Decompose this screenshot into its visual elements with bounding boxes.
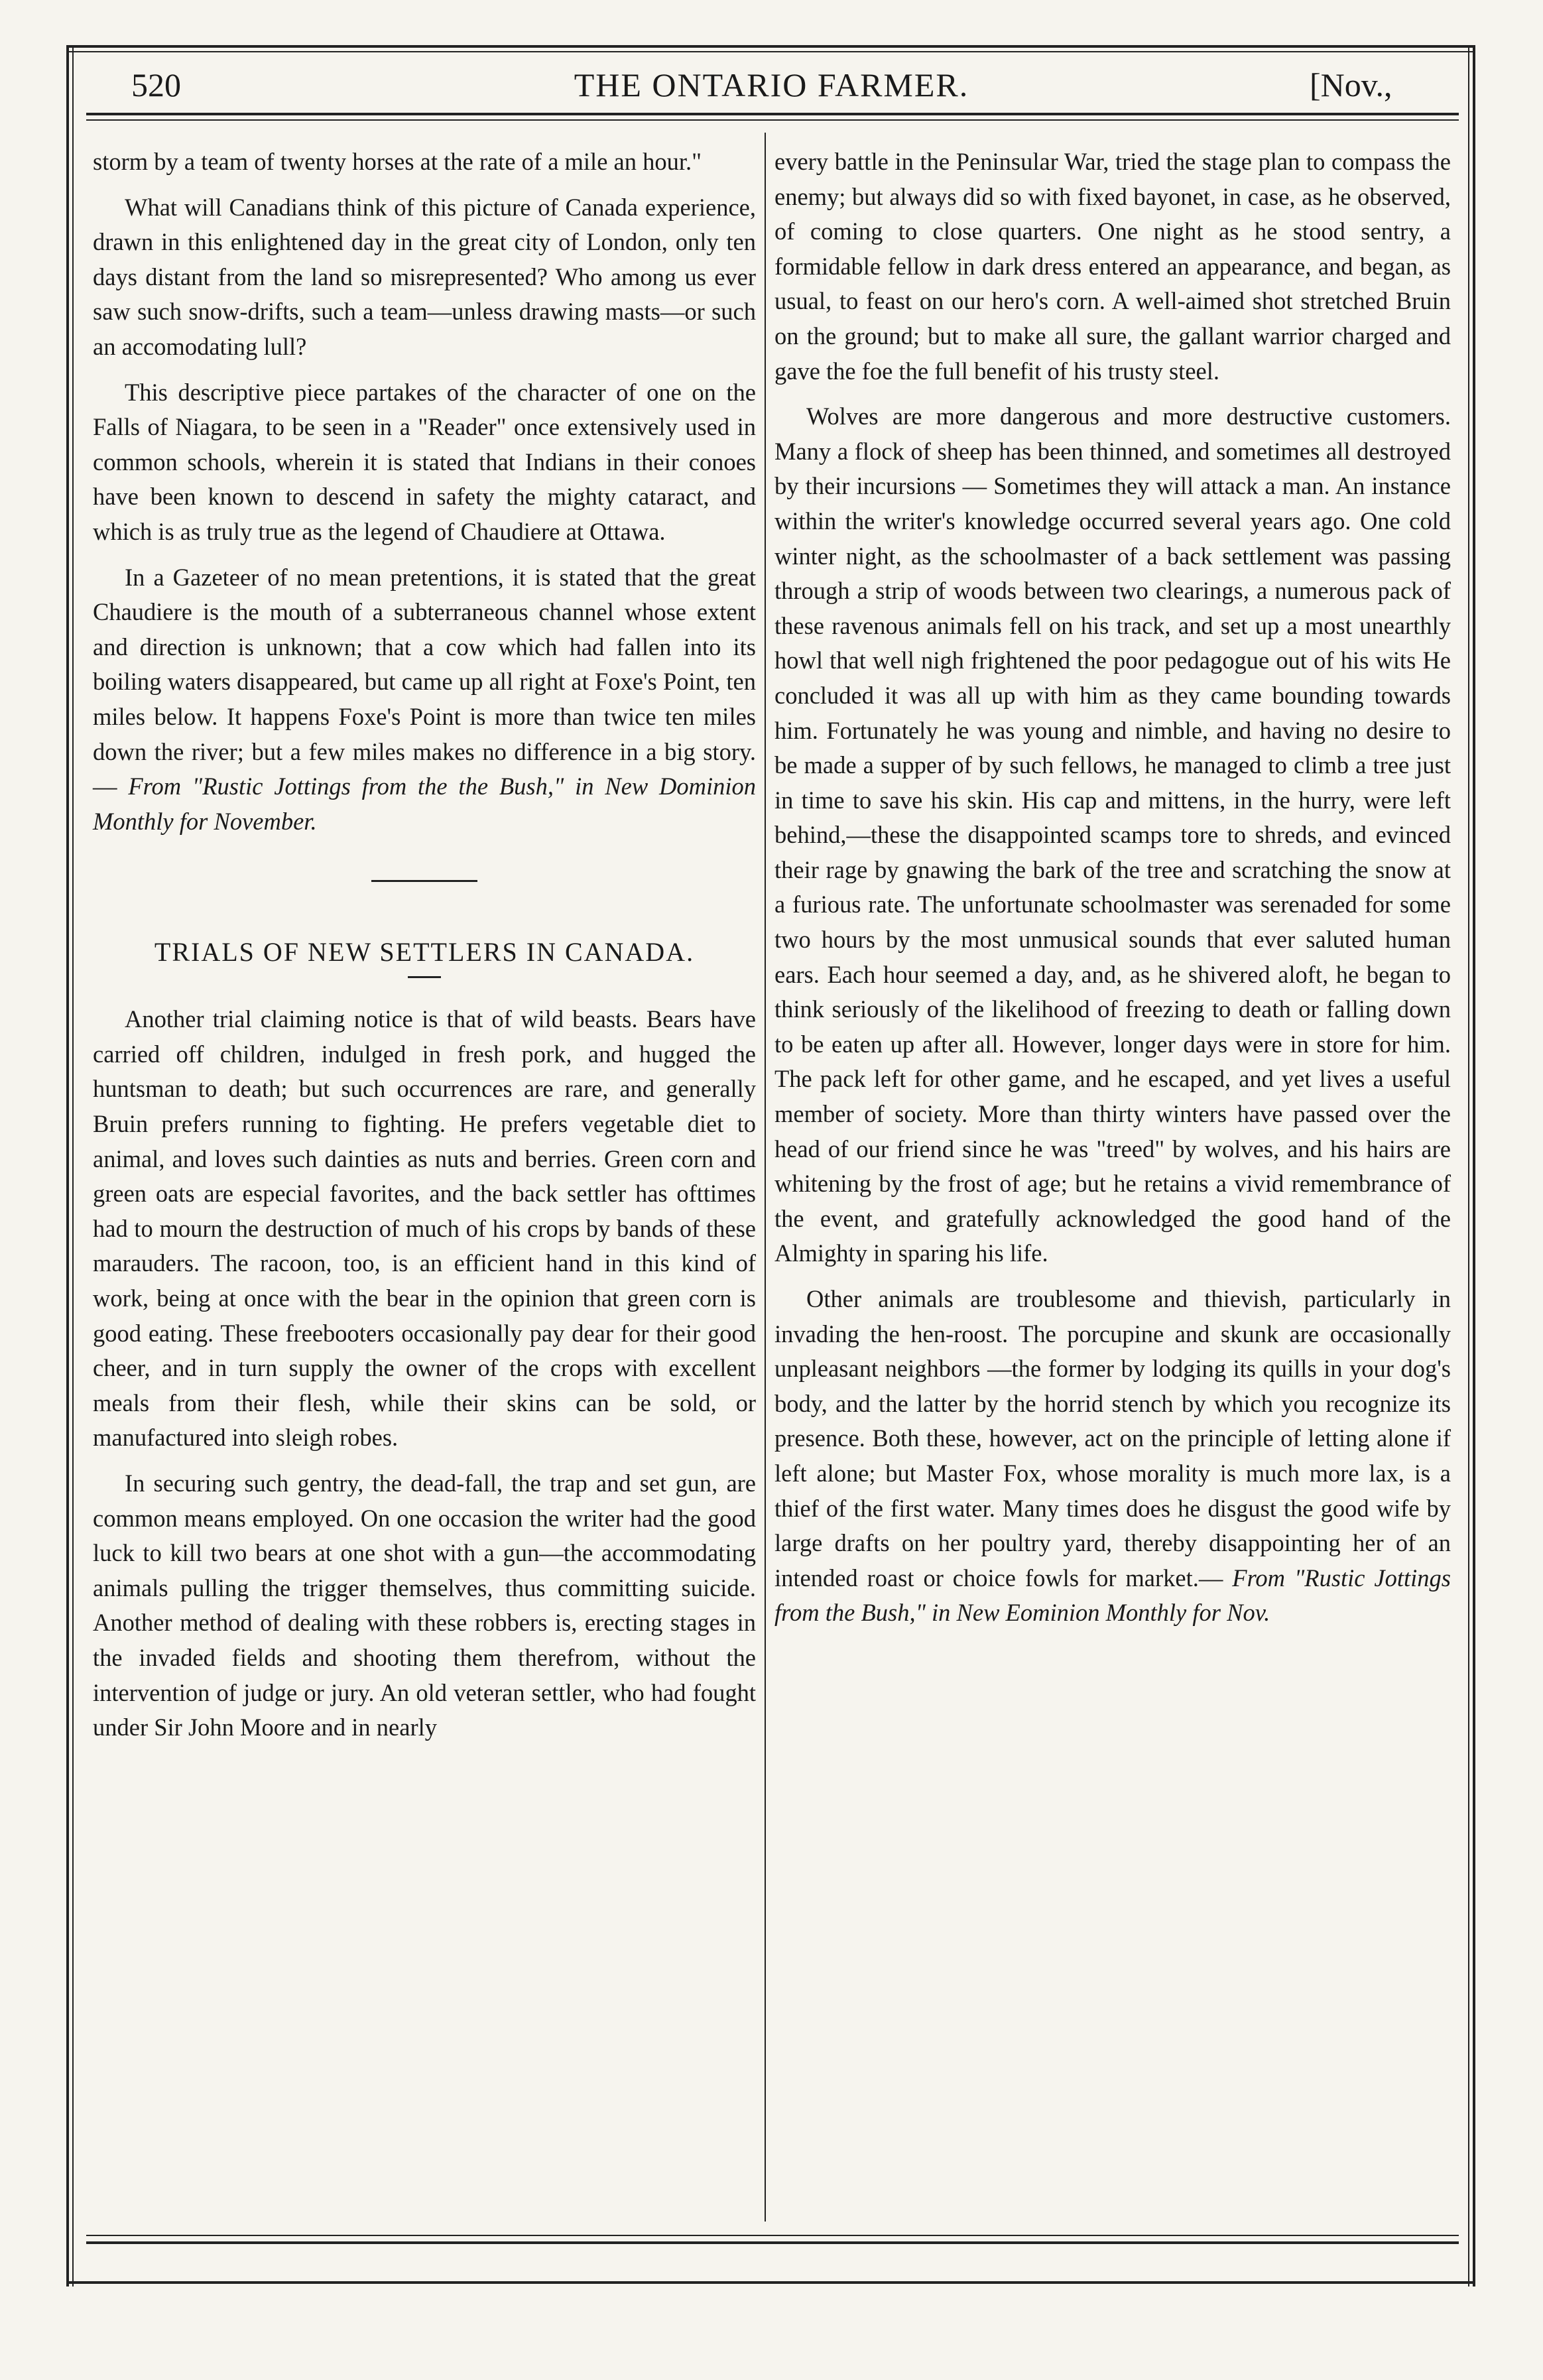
frame-bottom-rule	[66, 2281, 1475, 2284]
paragraph	[93, 560, 756, 840]
frame-left-rule	[66, 45, 69, 2286]
footer-rule	[86, 2235, 1459, 2236]
section-separator	[371, 880, 477, 882]
paragraph-text: Other animals are troublesome and thievish, particularly in invading the hen-roost. The porcupine and skunk are occasionally unpleasant neighbors —the former by lodging its quills in your dog's body, and the latter by the horrid stench by which you recognize its presence. Both these, however, act on the principle of letting alone if left alone; but Master Fox, whose morality is much more lax, is a thief of the first water. Many times does he disgust the good wife by large drafts on her poultry yard, thereby disappointing her of an intended roast or choice fowls for market.—	[774, 1285, 1451, 1592]
frame-right-rule-thin	[1468, 45, 1469, 2286]
paragraph: Another trial claiming notice is that of wild beasts. Bears have carried off children, indulged in fresh pork, and hugged the huntsman to death; but such occurrences are rare, and generally Bruin prefers running to fighting. He prefers vegetable diet to animal, and loves such dainties as nuts and berries. Green corn and green oats are especial favorites, and the back settler has ofttimes had to mourn the destruction of much of his crops by bands of these marauders. The racoon, too, is an efficient hand in this kind of work, being at once with the bear in the opinion that green corn is good eating. These freebooters occasionally pay dear for their good cheer, and in turn supply the owner of the crops with excellent meals from their flesh, while their skins can be sold, or manufactured into sleigh robes.	[93, 1005, 756, 1452]
section-heading: TRIALS OF NEW SETTLERS IN CANADA.	[154, 937, 695, 968]
page-number: 520	[131, 66, 181, 103]
frame-top-rule-thin	[66, 51, 1475, 52]
source-citation: From "Rustic Jottings from the the Bush," in New Dominion Monthly for November.	[93, 773, 756, 835]
frame-left-rule-thin	[72, 45, 74, 2286]
paragraph: In securing such gentry, the dead-fall, the trap and set gun, are common means employed. On one occasion the writer had the good luck to kill two bears at one shot with a gun—the accommodating animals pulling the trigger themselves, thus committing suicide. Another method of dealing with these robbers is, erecting stages in the invaded fields and shooting them therefrom, without the intervention of judge or jury. An old veteran settler, who had fought under Sir John Moore and in nearly	[93, 1470, 756, 1741]
paragraph-text: In a Gazeteer of no mean pretentions, it is stated that the great Chaudiere is the mouth of a subterraneous channel whose extent and direction is unknown; that a cow which had fallen into its boiling waters disappeared, but came up all right at Foxe's Point, ten miles below. It happens Foxe's Point is more than twice ten miles down the river; but a few miles makes no difference in a big story.—	[93, 563, 756, 800]
source-citation: From "Rustic Jottings from the Bush," in New Eominion Monthly for Nov.	[774, 1564, 1451, 1627]
paragraph: This descriptive piece partakes of the character of one on the Falls of Niagara, to be seen in a "Reader" once extensively used in common schools, wherein it is stated that Indians in their conoes have been known to descend in safety the mighty cataract, and which is as truly true as the legend of Chaudiere at Ottawa.	[93, 378, 756, 545]
paragraph: every battle in the Peninsular War, tried the stage plan to compass the enemy; but always did so with fixed bayonet, in case, as he observed, of coming to close quarters. One night as he stood sentry, a formidable fellow in dark dress entered an appearance, and began, as usual, to feast on our hero's corn. A well-aimed shot stretched Bruin on the ground; but to make all sure, the gallant warrior charged and gave the foe the full benefit of his trusty steel.	[774, 148, 1451, 385]
left-column	[93, 145, 756, 1756]
footer-rule-thick	[86, 2241, 1459, 2244]
paragraph	[774, 1282, 1451, 1631]
frame-right-rule	[1473, 45, 1475, 2286]
header-rule-thin	[86, 119, 1459, 121]
masthead-title: THE ONTARIO FARMER.	[574, 66, 969, 103]
column-divider	[765, 133, 766, 2222]
paragraph: storm by a team of twenty horses at the rate of a mile an hour."	[93, 148, 702, 175]
frame-top-rule	[66, 45, 1475, 48]
issue-month: [Nov.,	[1310, 66, 1392, 103]
header-rule	[86, 113, 1459, 115]
heading-dash	[408, 976, 441, 978]
paragraph: What will Canadians think of this picture of Canada experience, drawn in this enlightened day in the great city of London, only ten days distant from the land so misrepresented? Who among us ever saw such snow-drifts, such a team—unless drawing masts—or such an accomodating lull?	[93, 193, 756, 360]
right-column	[774, 145, 1451, 1641]
paragraph: Wolves are more dangerous and more destructive customers. Many a flock of sheep has been thinned, and sometimes all destroyed by their incursions — Sometimes they will attack a man. An instance within the writer's knowledge occurred several years ago. One cold winter night, as the schoolmaster of a back settlement was passing through a strip of woods between two clearings, a numerous pack of these ravenous animals fell on his track, and set up a most unearthly howl that well nigh frightened the poor pedagogue out of his wits He concluded it was all up with him as they came bounding towards him. Fortunately he was young and nimble, and having no desire to be made a supper of by such fellows, he managed to climb a tree just in time to save his skin. His cap and mittens, in the hurry, were left behind,—these the disappointed scamps tore to shreds, and evinced their rage by gnawing the bark of the tree and scratching the snow at a furious rate. The unfortunate schoolmaster was serenaded for some two hours by the most unmusical sounds that ever saluted human ears. Each hour seemed a day, and, as he shivered aloft, he began to think seriously of the likelihood of freezing to death or falling down to be eaten up after all. However, longer days were in store for him. The pack left for other game, and he escaped, and yet lives a useful member of society. More than thirty winters have passed over the head of our friend since he was "treed" by wolves, and his hairs are whitening by the frost of age; but he retains a vivid remembrance of the event, and gratefully acknowledged the good hand of the Almighty in sparing his life.	[774, 403, 1451, 1267]
